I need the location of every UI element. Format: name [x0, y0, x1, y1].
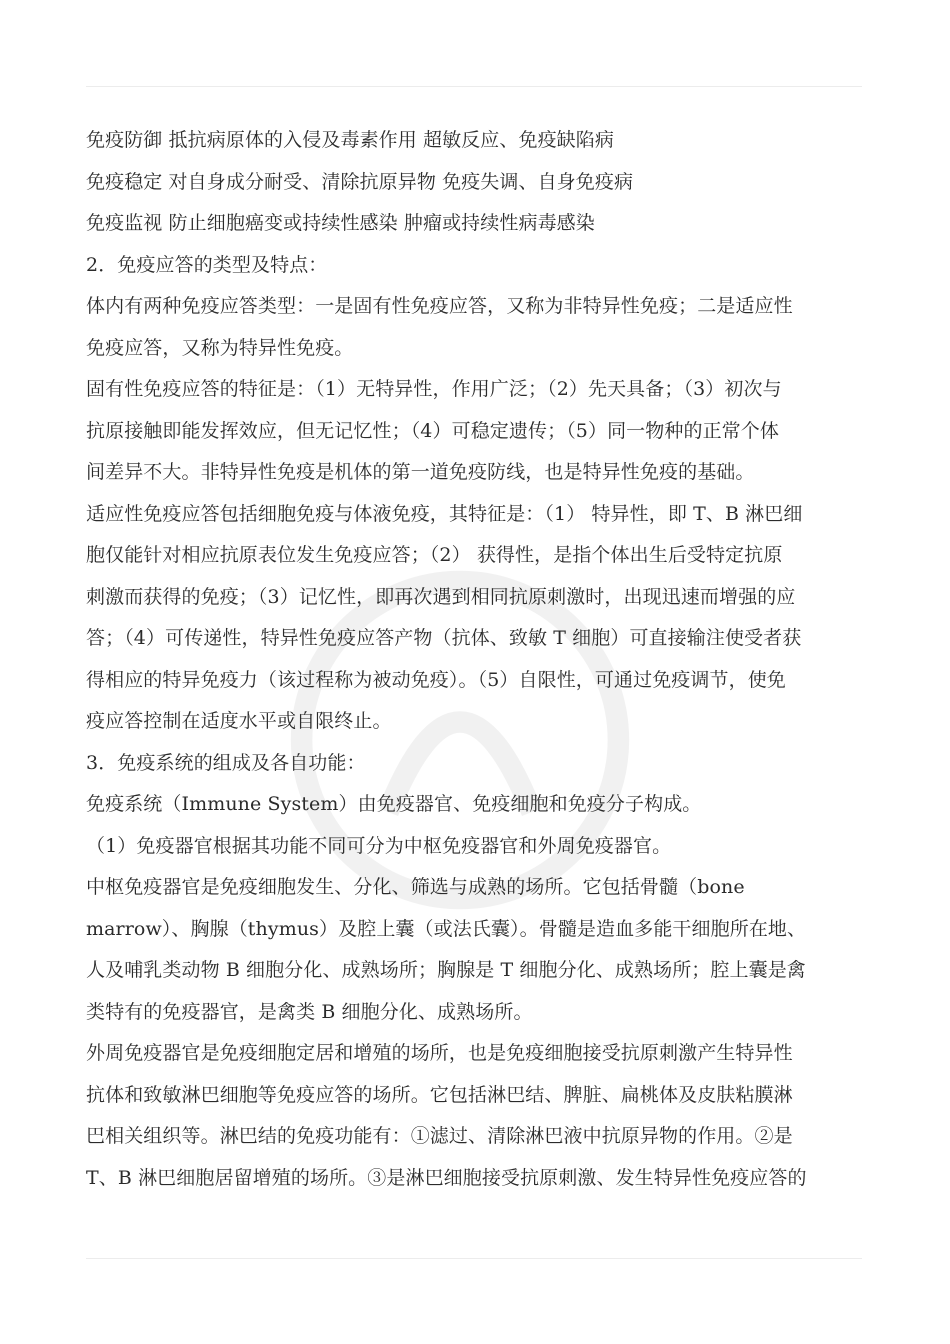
header-rule: [86, 86, 862, 87]
section-heading: 2．免疫应答的类型及特点：: [86, 253, 328, 276]
text-line: marrow）、胸腺（thymus）及腔上囊（或法氏囊）。骨髓是造血多能干细胞所在地、: [86, 917, 807, 940]
document-body: [86, 120, 866, 1199]
text-line: 体内有两种免疫应答类型：一是固有性免疫应答，又称为非特异性免疫；二是适应性: [86, 295, 793, 317]
footer-rule: [86, 1258, 862, 1259]
text-line: 疫应答控制在适度水平或自限终止。: [86, 710, 392, 732]
text-line: 间差异不大。非特异性免疫是机体的第一道免疫防线，也是特异性免疫的基础。: [86, 461, 755, 483]
text-line: 刺激而获得的免疫；（3）记忆性，即再次遇到相同抗原刺激时，出现迅速而增强的应: [86, 585, 796, 608]
text-line: 免疫系统（Immune System）由免疫器官、免疫细胞和免疫分子构成。: [86, 793, 702, 815]
text-line: 抗体和致敏淋巴细胞等免疫应答的场所。它包括淋巴结、脾脏、扁桃体及皮肤粘膜淋: [86, 1083, 793, 1106]
text-line: 适应性免疫应答包括细胞免疫与体液免疫，其特征是：（1） 特异性，即 T、B 淋巴细: [86, 502, 803, 525]
text-line: 胞仅能针对相应抗原表位发生免疫应答；（2） 获得性，是指个体出生后受特定抗原: [86, 544, 783, 566]
text-line: 中枢免疫器官是免疫细胞发生、分化、筛选与成熟的场所。它包括骨髓（bone: [86, 876, 745, 898]
text-line: 巴相关组织等。淋巴结的免疫功能有：①滤过、清除淋巴液中抗原异物的作用。②是: [86, 1125, 793, 1147]
text-line: T、B 淋巴细胞居留增殖的场所。③是淋巴细胞接受抗原刺激、发生特异性免疫应答的: [86, 1166, 807, 1189]
text-line: 免疫防御 抵抗病原体的入侵及毒素作用 超敏反应、免疫缺陷病: [86, 129, 614, 151]
text-line: 答；（4）可传递性，特异性免疫应答产物（抗体、致敏 T 细胞）可直接输注使受者获: [86, 627, 802, 649]
text-line: 类特有的免疫器官，是禽类 B 细胞分化、成熟场所。: [86, 1000, 533, 1023]
text-line: 人及哺乳类动物 B 细胞分化、成熟场所；胸腺是 T 细胞分化、成熟场所；腔上囊是禽: [86, 959, 806, 981]
text-line: 免疫应答，又称为特异性免疫。: [86, 336, 354, 359]
text-line: （1）免疫器官根据其功能不同可分为中枢免疫器官和外周免疫器官。: [86, 834, 672, 857]
text-line: 免疫稳定 对自身成分耐受、清除抗原异物 免疫失调、自身免疫病: [86, 170, 634, 193]
text-line: 抗原接触即能发挥效应，但无记忆性；（4）可稳定遗传；（5）同一物种的正常个体: [86, 419, 779, 442]
section-heading: 3．免疫系统的组成及各自功能：: [86, 751, 366, 774]
text-line: 得相应的特异免疫力（该过程称为被动免疫）。（5）自限性，可通过免疫调节，使免: [86, 668, 786, 691]
text-line: 外周免疫器官是免疫细胞定居和增殖的场所，也是免疫细胞接受抗原刺激产生特异性: [86, 1042, 793, 1064]
text-line: 固有性免疫应答的特征是：（1）无特异性，作用广泛；（2）先天具备；（3）初次与: [86, 378, 782, 400]
text-line: 免疫监视 防止细胞癌变或持续性感染 肿瘤或持续性病毒感染: [86, 212, 595, 234]
